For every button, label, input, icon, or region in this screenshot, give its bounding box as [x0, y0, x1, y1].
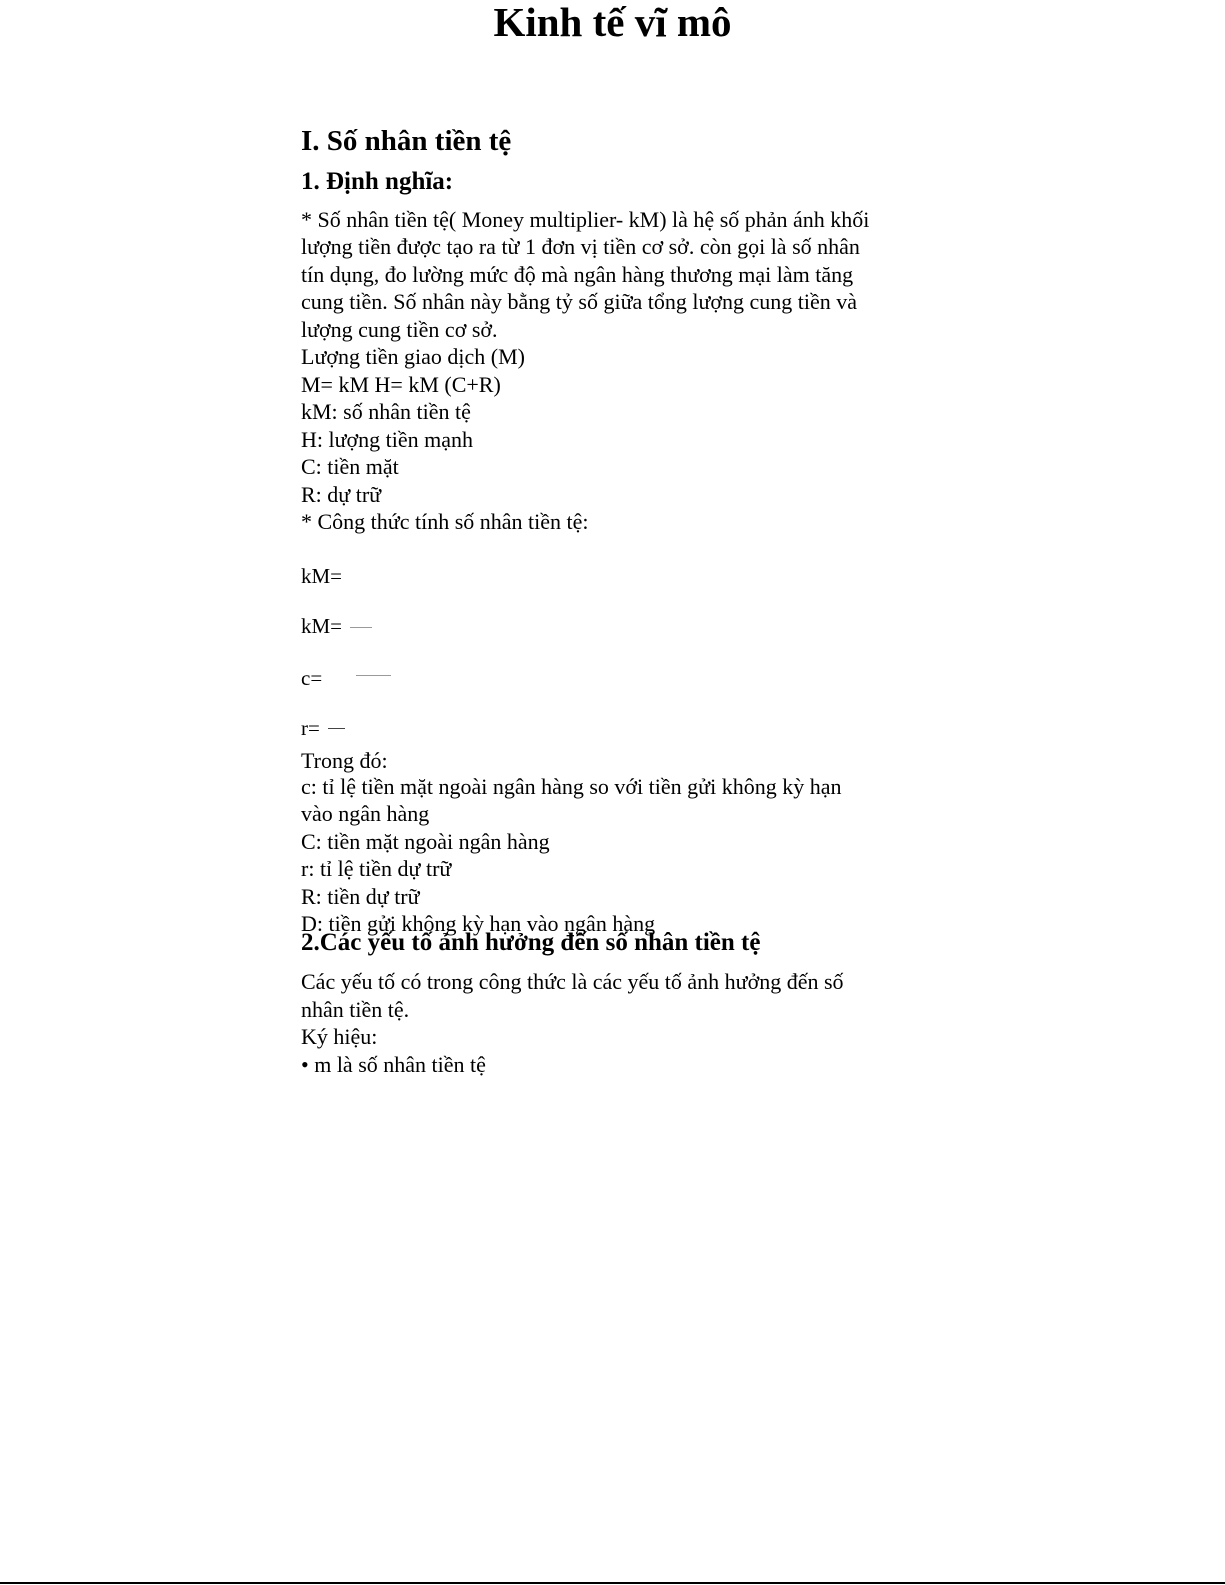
factors-line: nhân tiền tệ. — [301, 997, 410, 1022]
document-title: Kinh tế vĩ mô — [493, 0, 732, 45]
factors-line: • m là số nhân tiền tệ — [301, 1052, 486, 1077]
definition-line: lượng tiền được tạo ra từ 1 đơn vị tiền cơ sở. còn gọi là số nhân — [301, 234, 860, 259]
definition-line: * Số nhân tiền tệ( Money multiplier- kM) là hệ số phản ánh khối — [301, 207, 870, 232]
formula-km-label: kM= — [301, 564, 343, 588]
subsection-heading-factors: 2.Các yếu tố ảnh hưởng đến số nhân tiền tệ — [301, 929, 761, 956]
definition-line: lượng cung tiền cơ sở. — [301, 317, 498, 342]
legend-line: r: tỉ lệ tiền dự trữ — [301, 856, 452, 881]
formula-km-label: kM= — [301, 614, 343, 638]
definition-line: cung tiền. Số nhân này bằng tỷ số giữa tổng lượng cung tiền và — [301, 289, 858, 314]
legend-line: vào ngân hàng — [301, 801, 430, 826]
definition-line: * Công thức tính số nhân tiền tệ: — [301, 509, 589, 534]
legend-line: c: tỉ lệ tiền mặt ngoài ngân hàng so với tiền gửi không kỳ hạn — [301, 774, 842, 799]
definition-line: C: tiền mặt — [301, 454, 399, 479]
formula-c-label: c= — [301, 666, 323, 690]
legend-line: R: tiền dự trữ — [301, 884, 420, 909]
page-bottom-edge — [0, 1582, 1225, 1584]
legend-line: Trong đó: — [301, 748, 388, 773]
definition-line: Lượng tiền giao dịch (M) — [301, 344, 525, 369]
legend-line: D: tiền gửi không kỳ hạn vào ngân hàng — [301, 911, 656, 936]
definition-line: R: dự trữ — [301, 482, 382, 507]
section-heading-money-multiplier: I. Số nhân tiền tệ — [301, 125, 512, 157]
definition-line: kM: số nhân tiền tệ — [301, 399, 471, 424]
fraction-bar — [328, 728, 345, 729]
definition-line: tín dụng, đo lường mức độ mà ngân hàng thương mại làm tăng — [301, 262, 854, 287]
fraction-bar — [350, 627, 372, 628]
fraction-bar — [356, 675, 391, 676]
definition-line: M= kM H= kM (C+R) — [301, 372, 501, 397]
definition-line: H: lượng tiền mạnh — [301, 427, 474, 452]
subsection-heading-definition: 1. Định nghĩa: — [301, 168, 454, 195]
factors-line: Các yếu tố có trong công thức là các yếu tố ảnh hưởng đến số — [301, 969, 844, 994]
factors-line: Ký hiệu: — [301, 1024, 378, 1049]
formula-r-label: r= — [301, 716, 320, 740]
legend-line: C: tiền mặt ngoài ngân hàng — [301, 829, 550, 854]
